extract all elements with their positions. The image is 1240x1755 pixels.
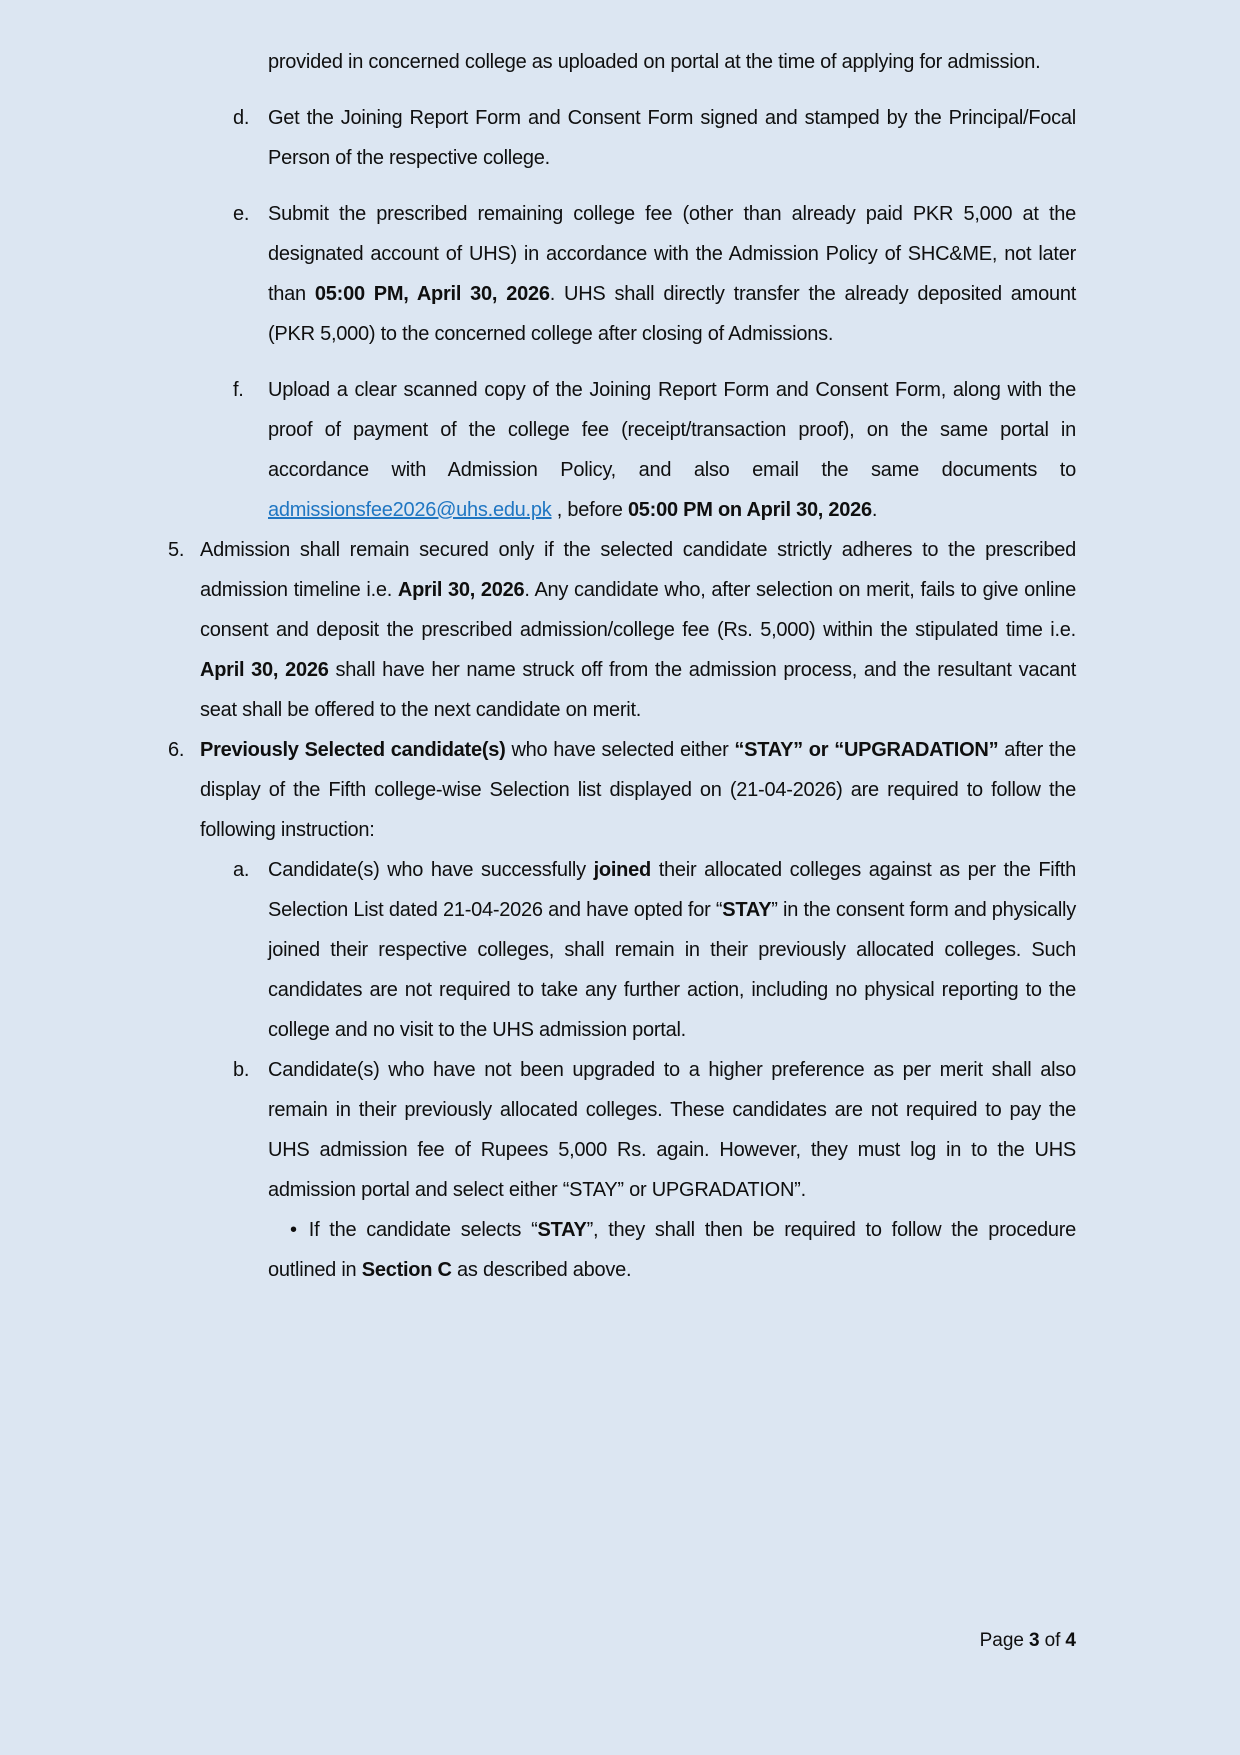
list-marker: d. <box>233 107 250 129</box>
bullet-marker: • <box>290 1219 297 1241</box>
list-marker: 6. <box>168 739 185 761</box>
list-marker: 5. <box>168 539 185 561</box>
text-run: If the candidate selects “ <box>308 1219 538 1241</box>
footer-page-label: Page <box>979 1630 1024 1651</box>
text-run: Upload a clear scanned copy of the Joining Report Form and Consent Form, along with the proof of payment of the college fee (receipt/transaction proof), on the same portal in accordance with Admission Policy, and also email the same documents to <box>268 379 1076 481</box>
text-run: “STAY” or “UPGRADATION” <box>734 739 999 761</box>
email-link[interactable]: admissionsfee2026@uhs.edu.pk <box>268 499 552 521</box>
paragraph <box>233 370 1076 530</box>
list-marker: b. <box>233 1059 250 1081</box>
text-run: Get the Joining Report Form and Consent Form signed and stamped by the Principal/Focal Person of the respective college. <box>268 107 1076 169</box>
text-run: STAY <box>537 1219 587 1241</box>
text-run: ”, they shall then be required to follow the procedure outlined in <box>268 1219 1076 1281</box>
text-run: Previously Selected candidate(s) <box>200 739 506 761</box>
text-run: Admission shall remain secured only if the selected candidate strictly adheres to the prescribed admission timeline i.e. <box>200 539 1076 601</box>
paragraph <box>168 730 1077 850</box>
text-run: 05:00 PM, April 30, 2026 <box>314 283 550 305</box>
list-marker: a. <box>233 859 250 881</box>
text-run: Section C <box>361 1259 452 1281</box>
text-run: Candidate(s) who have successfully <box>268 859 594 881</box>
text-run: . <box>871 499 878 521</box>
paragraph <box>268 42 1076 82</box>
list-marker: e. <box>233 203 250 225</box>
text-run: April 30, 2026 <box>397 579 525 601</box>
text-run: . UHS shall directly transfer the already deposited amount (PKR 5,000) to the concerned college after closing of Admissions. <box>268 283 1077 345</box>
text-run: Submit the prescribed remaining college fee (other than already paid PKR 5,000 at the designated account of UHS) in accordance with the Admission Policy of SHC&ME, not later than <box>268 203 1076 305</box>
text-run: ” in the consent form and physically joined their respective colleges, shall remain in their previously allocated colleges. Such candidates are not required to take any further action, including no physical reporting to the college and no visit to the UHS admission portal. <box>268 899 1076 1041</box>
text-run: shall have her name struck off from the admission process, and the resultant vacant seat shall be offered to the next candidate on merit. <box>200 659 1076 721</box>
text-run: . Any candidate who, after selection on merit, fails to give online consent and deposit the prescribed admission/college fee (Rs. 5,000) within the stipulated time i.e. <box>200 579 1077 641</box>
text-run: provided in concerned college as uploaded on portal at the time of applying for admission. <box>268 51 1041 73</box>
text-run: after the display of the Fifth college-wise Selection list displayed on (21-04-2026) are required to follow the following instruction: <box>200 739 1077 841</box>
text-run: STAY <box>722 899 772 921</box>
footer-total-pages: 4 <box>1065 1630 1076 1651</box>
list-marker: f. <box>233 379 244 401</box>
footer-page-number: 3 <box>1028 1630 1040 1651</box>
text-run: as described above. <box>451 1259 632 1281</box>
paragraph <box>268 1210 1076 1290</box>
paragraph <box>233 194 1077 354</box>
text-run: April 30, 2026 <box>200 659 329 681</box>
paragraph <box>168 530 1077 730</box>
text-run: joined <box>593 859 651 881</box>
text-run: who have selected either <box>505 739 735 761</box>
paragraph <box>233 98 1076 178</box>
text-run: , before <box>551 499 628 521</box>
text-run: 05:00 PM on April 30, 2026 <box>627 499 872 521</box>
page-footer <box>980 1628 1076 1654</box>
paragraph <box>233 1050 1076 1210</box>
paragraph <box>233 850 1076 1050</box>
text-run: their allocated colleges against as per the Fifth Selection List dated 21-04-2026 and have opted for “ <box>268 859 1076 921</box>
footer-of-label: of <box>1044 1630 1061 1651</box>
text-run: Candidate(s) who have not been upgraded to a higher preference as per merit shall also remain in their previously allocated colleges. These candidates are not required to pay the UHS admission fee of Rupees 5,000 Rs. again. However, they must log in to the UHS admission portal and select either “STAY” or UPGRADATION”. <box>268 1059 1076 1201</box>
